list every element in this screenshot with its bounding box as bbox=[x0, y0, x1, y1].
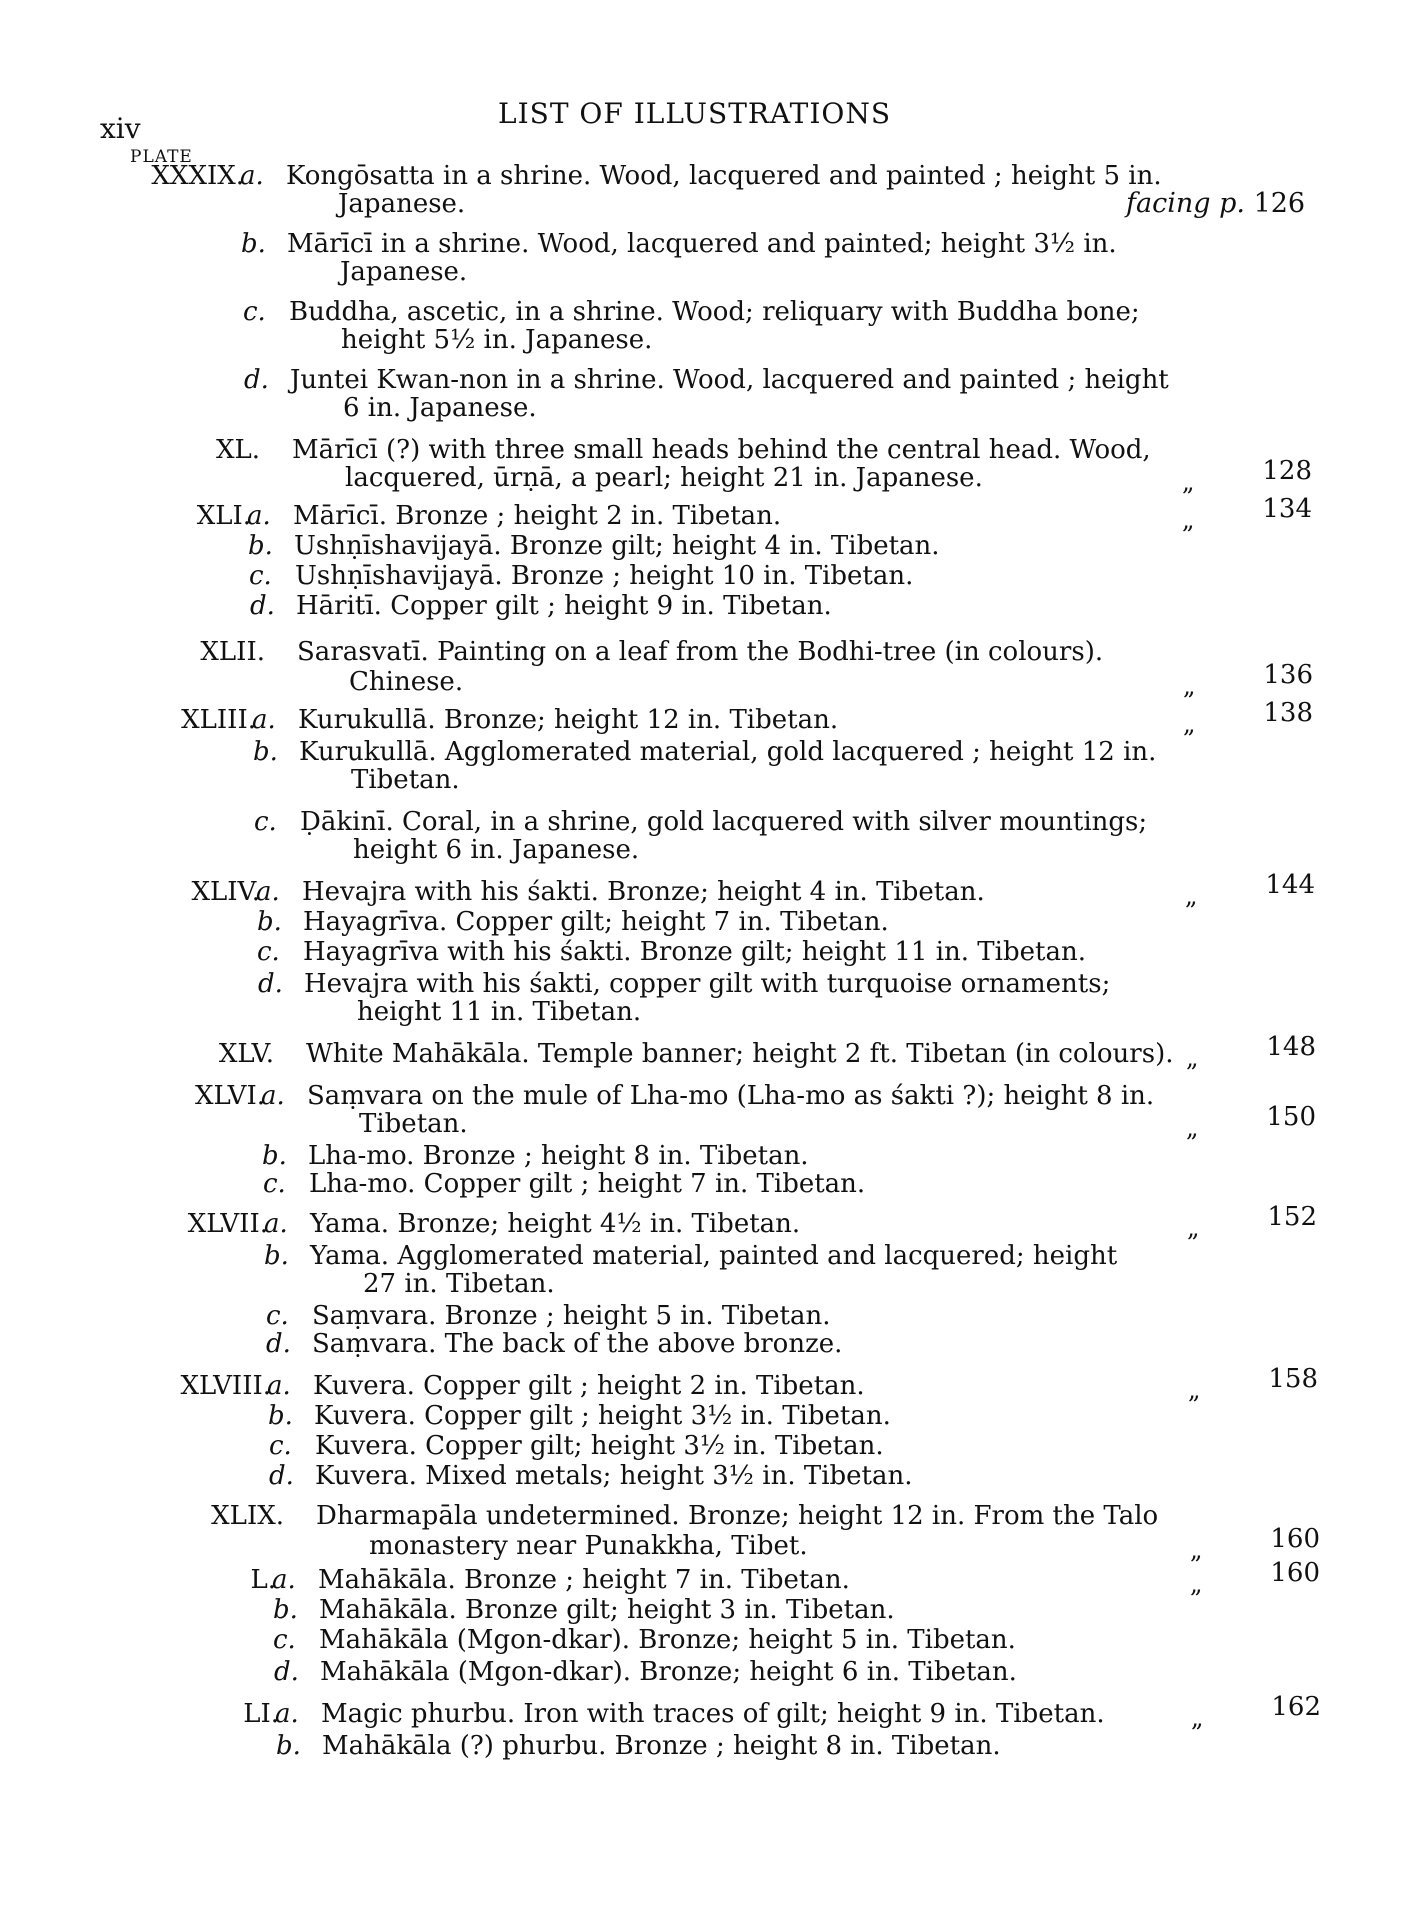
sub-letter: a. bbox=[240, 161, 264, 191]
facing-page-number: 148 bbox=[1266, 1032, 1316, 1062]
facing-page-number: 134 bbox=[1262, 494, 1312, 524]
ditto-mark: „ bbox=[1187, 1214, 1200, 1242]
entry-description: Saṃvara. The back of the above bronze. bbox=[312, 1329, 843, 1359]
plate-number: XL. bbox=[215, 435, 260, 465]
entry-description: Buddha, ascetic, in a shrine. Wood; reliquary with Buddha bone; bbox=[289, 297, 1140, 327]
entry-description: Hevajra with his śakti, copper gilt with turquoise ornaments; bbox=[304, 969, 1111, 999]
facing-page-number: 138 bbox=[1263, 698, 1313, 728]
entry-description: Dharmapāla undetermined. Bronze; height 12 in. From the Talo bbox=[316, 1501, 1159, 1531]
ditto-mark: „ bbox=[1182, 468, 1195, 496]
facing-page-reference bbox=[1126, 188, 1305, 219]
entry-description: Mahākāla (Mgon-dkar). Bronze; height 6 in. Tibetan. bbox=[320, 1657, 1017, 1687]
sub-letter: a. bbox=[247, 501, 271, 531]
sub-letter: b. bbox=[264, 1241, 289, 1271]
facing-page-number: 152 bbox=[1267, 1202, 1317, 1232]
entry-continuation: monastery near Punakkha, Tibet. bbox=[369, 1531, 808, 1561]
sub-letter: a. bbox=[256, 877, 280, 907]
entry-description: Mahākāla. Bronze ; height 7 in. Tibetan. bbox=[318, 1565, 850, 1595]
ditto-mark: „ bbox=[1190, 1570, 1203, 1598]
sub-letter: a. bbox=[267, 1371, 291, 1401]
entry-description: Hevajra with his śakti. Bronze; height 4 in. Tibetan. bbox=[302, 877, 985, 907]
entry-description: Kurukullā. Bronze; height 12 in. Tibetan. bbox=[298, 705, 839, 735]
entry-continuation: Chinese. bbox=[349, 667, 464, 697]
sub-letter: c. bbox=[263, 1169, 286, 1199]
entry-continuation: 6 in. Japanese. bbox=[343, 393, 537, 423]
entry-description: Kongōsatta in a shrine. Wood, lacquered and painted ; height 5 in. bbox=[286, 161, 1162, 191]
entry-description: Kuvera. Copper gilt ; height 2 in. Tibetan. bbox=[313, 1371, 865, 1401]
sub-letter: c. bbox=[243, 297, 266, 327]
ditto-mark: „ bbox=[1183, 710, 1196, 738]
facing-page-number: 136 bbox=[1263, 660, 1313, 690]
sub-letter: b. bbox=[248, 531, 273, 561]
entry-description: Hayagrīva with his śakti. Bronze gilt; height 11 in. Tibetan. bbox=[303, 937, 1086, 967]
ditto-mark: „ bbox=[1185, 882, 1198, 910]
plate-number: XLVII. bbox=[187, 1209, 268, 1239]
entry-description: Kuvera. Mixed metals; height 3½ in. Tibetan. bbox=[315, 1461, 913, 1491]
ditto-mark: „ bbox=[1191, 1704, 1204, 1732]
entry-description: Mārīcī. Bronze ; height 2 in. Tibetan. bbox=[293, 501, 782, 531]
entry-description: Ushṇīshavijayā. Bronze ; height 10 in. Tibetan. bbox=[295, 561, 914, 591]
page-number: xiv bbox=[100, 112, 141, 145]
ditto-mark: „ bbox=[1183, 672, 1196, 700]
facing-label: facing p. bbox=[1126, 188, 1245, 219]
sub-letter: b. bbox=[253, 737, 278, 767]
sub-letter: b. bbox=[241, 229, 266, 259]
plate-number: XLIV. bbox=[191, 877, 260, 907]
entry-description: Kurukullā. Agglomerated material, gold lacquered ; height 12 in. bbox=[299, 737, 1157, 767]
sub-letter: c. bbox=[254, 807, 277, 837]
entry-continuation: Japanese. bbox=[338, 189, 466, 219]
entry-description: Hāritī. Copper gilt ; height 9 in. Tibetan. bbox=[296, 591, 832, 621]
entry-continuation: 27 in. Tibetan. bbox=[363, 1269, 555, 1299]
entry-description: Mahākāla (?) phurbu. Bronze ; height 8 in. Tibetan. bbox=[322, 1731, 1001, 1761]
entry-description: Mahākāla (Mgon-dkar). Bronze; height 5 in. Tibetan. bbox=[319, 1625, 1016, 1655]
sub-letter: d. bbox=[244, 365, 269, 395]
sub-letter: b. bbox=[273, 1595, 298, 1625]
sub-letter: b. bbox=[268, 1401, 293, 1431]
entry-description: Mārīcī (?) with three small heads behind the central head. Wood, bbox=[292, 435, 1151, 465]
sub-letter: d. bbox=[269, 1461, 294, 1491]
entry-description: Sarasvatī. Painting on a leaf from the Bodhi-tree (in colours). bbox=[297, 637, 1104, 667]
sub-letter: a. bbox=[261, 1081, 285, 1111]
entry-description: Juntei Kwan-non in a shrine. Wood, lacquered and painted ; height bbox=[290, 365, 1169, 395]
plate-number: L. bbox=[250, 1565, 276, 1595]
facing-page-number: 144 bbox=[1265, 870, 1315, 900]
sub-letter: c. bbox=[257, 937, 280, 967]
facing-page-number: 160 bbox=[1270, 1524, 1320, 1554]
entry-continuation: height 6 in. Japanese. bbox=[353, 835, 640, 865]
plate-number: XLVIII. bbox=[180, 1371, 271, 1401]
facing-page-number: 150 bbox=[1266, 1102, 1316, 1132]
entry-description: Lha-mo. Copper gilt ; height 7 in. Tibetan. bbox=[309, 1169, 866, 1199]
facing-page-number: 128 bbox=[1262, 456, 1312, 486]
facing-page-number: 162 bbox=[1271, 1692, 1321, 1722]
sub-letter: b. bbox=[257, 907, 282, 937]
plate-number: XLV. bbox=[218, 1039, 274, 1069]
entry-description: Ushṇīshavijayā. Bronze gilt; height 4 in. Tibetan. bbox=[294, 531, 940, 561]
plate-number: LI. bbox=[243, 1699, 279, 1729]
entry-description: Kuvera. Copper gilt; height 3½ in. Tibetan. bbox=[315, 1431, 884, 1461]
sub-letter: d. bbox=[258, 969, 283, 999]
entry-description: Lha-mo. Bronze ; height 8 in. Tibetan. bbox=[308, 1141, 809, 1171]
sub-letter: c. bbox=[269, 1431, 292, 1461]
entry-description: White Mahākāla. Temple banner; height 2 ft. Tibetan (in colours). bbox=[306, 1039, 1174, 1069]
facing-page-number: 160 bbox=[1270, 1558, 1320, 1588]
entry-continuation: height 11 in. Tibetan. bbox=[357, 997, 642, 1027]
sub-letter: c. bbox=[266, 1301, 289, 1331]
page-title: LIST OF ILLUSTRATIONS bbox=[498, 97, 892, 130]
plate-number: XLI. bbox=[196, 501, 251, 531]
sub-letter: b. bbox=[262, 1141, 287, 1171]
sub-letter: d. bbox=[274, 1657, 299, 1687]
plate-number: XLIX. bbox=[211, 1501, 284, 1531]
ditto-mark: „ bbox=[1186, 1044, 1199, 1072]
entry-description: Saṃvara. Bronze ; height 5 in. Tibetan. bbox=[312, 1301, 831, 1331]
entry-continuation: Tibetan. bbox=[351, 765, 460, 795]
entry-description: Mahākāla. Bronze gilt; height 3 in. Tibetan. bbox=[319, 1595, 895, 1625]
entry-description: Yama. Bronze; height 4½ in. Tibetan. bbox=[310, 1209, 801, 1239]
ditto-mark: „ bbox=[1186, 1114, 1199, 1142]
plate-column-label: PLATE bbox=[130, 147, 193, 167]
entry-description: Saṃvara on the mule of Lha-mo (Lha-mo as śakti ?); height 8 in. bbox=[307, 1081, 1155, 1111]
sub-letter: a. bbox=[264, 1209, 288, 1239]
sub-letter: c. bbox=[273, 1625, 296, 1655]
plate-number: XXXIX. bbox=[151, 161, 244, 191]
entry-description: Ḍākinī. Coral, in a shrine, gold lacquered with silver mountings; bbox=[300, 807, 1148, 837]
ditto-mark: „ bbox=[1182, 506, 1195, 534]
entry-continuation: Japanese. bbox=[340, 257, 468, 287]
plate-number: XLIII. bbox=[181, 705, 256, 735]
facing-page-number: 158 bbox=[1268, 1364, 1318, 1394]
sub-letter: c. bbox=[249, 561, 272, 591]
entry-description: Hayagrīva. Copper gilt; height 7 in. Tibetan. bbox=[303, 907, 889, 937]
entry-continuation: Tibetan. bbox=[359, 1109, 468, 1139]
plate-number: XLII. bbox=[200, 637, 265, 667]
entry-description: Mārīcī in a shrine. Wood, lacquered and painted; height 3½ in. bbox=[287, 229, 1117, 259]
plate-number: XLVI. bbox=[194, 1081, 265, 1111]
sub-letter: d. bbox=[266, 1329, 291, 1359]
ditto-mark: „ bbox=[1190, 1536, 1203, 1564]
entry-description: Magic phurbu. Iron with traces of gilt; height 9 in. Tibetan. bbox=[321, 1699, 1105, 1729]
sub-letter: b. bbox=[276, 1731, 301, 1761]
entry-description: Yama. Agglomerated material, painted and lacquered; height bbox=[310, 1241, 1118, 1271]
entry-continuation: lacquered, ūrṇā, a pearl; height 21 in. Japanese. bbox=[345, 463, 983, 493]
sub-letter: a. bbox=[272, 1565, 296, 1595]
sub-letter: a. bbox=[252, 705, 276, 735]
sub-letter: d. bbox=[250, 591, 275, 621]
entry-continuation: height 5½ in. Japanese. bbox=[341, 325, 653, 355]
ditto-mark: „ bbox=[1188, 1376, 1201, 1404]
facing-page-number: 126 bbox=[1253, 188, 1306, 219]
sub-letter: a. bbox=[275, 1699, 299, 1729]
entry-description: Kuvera. Copper gilt ; height 3½ in. Tibetan. bbox=[314, 1401, 891, 1431]
